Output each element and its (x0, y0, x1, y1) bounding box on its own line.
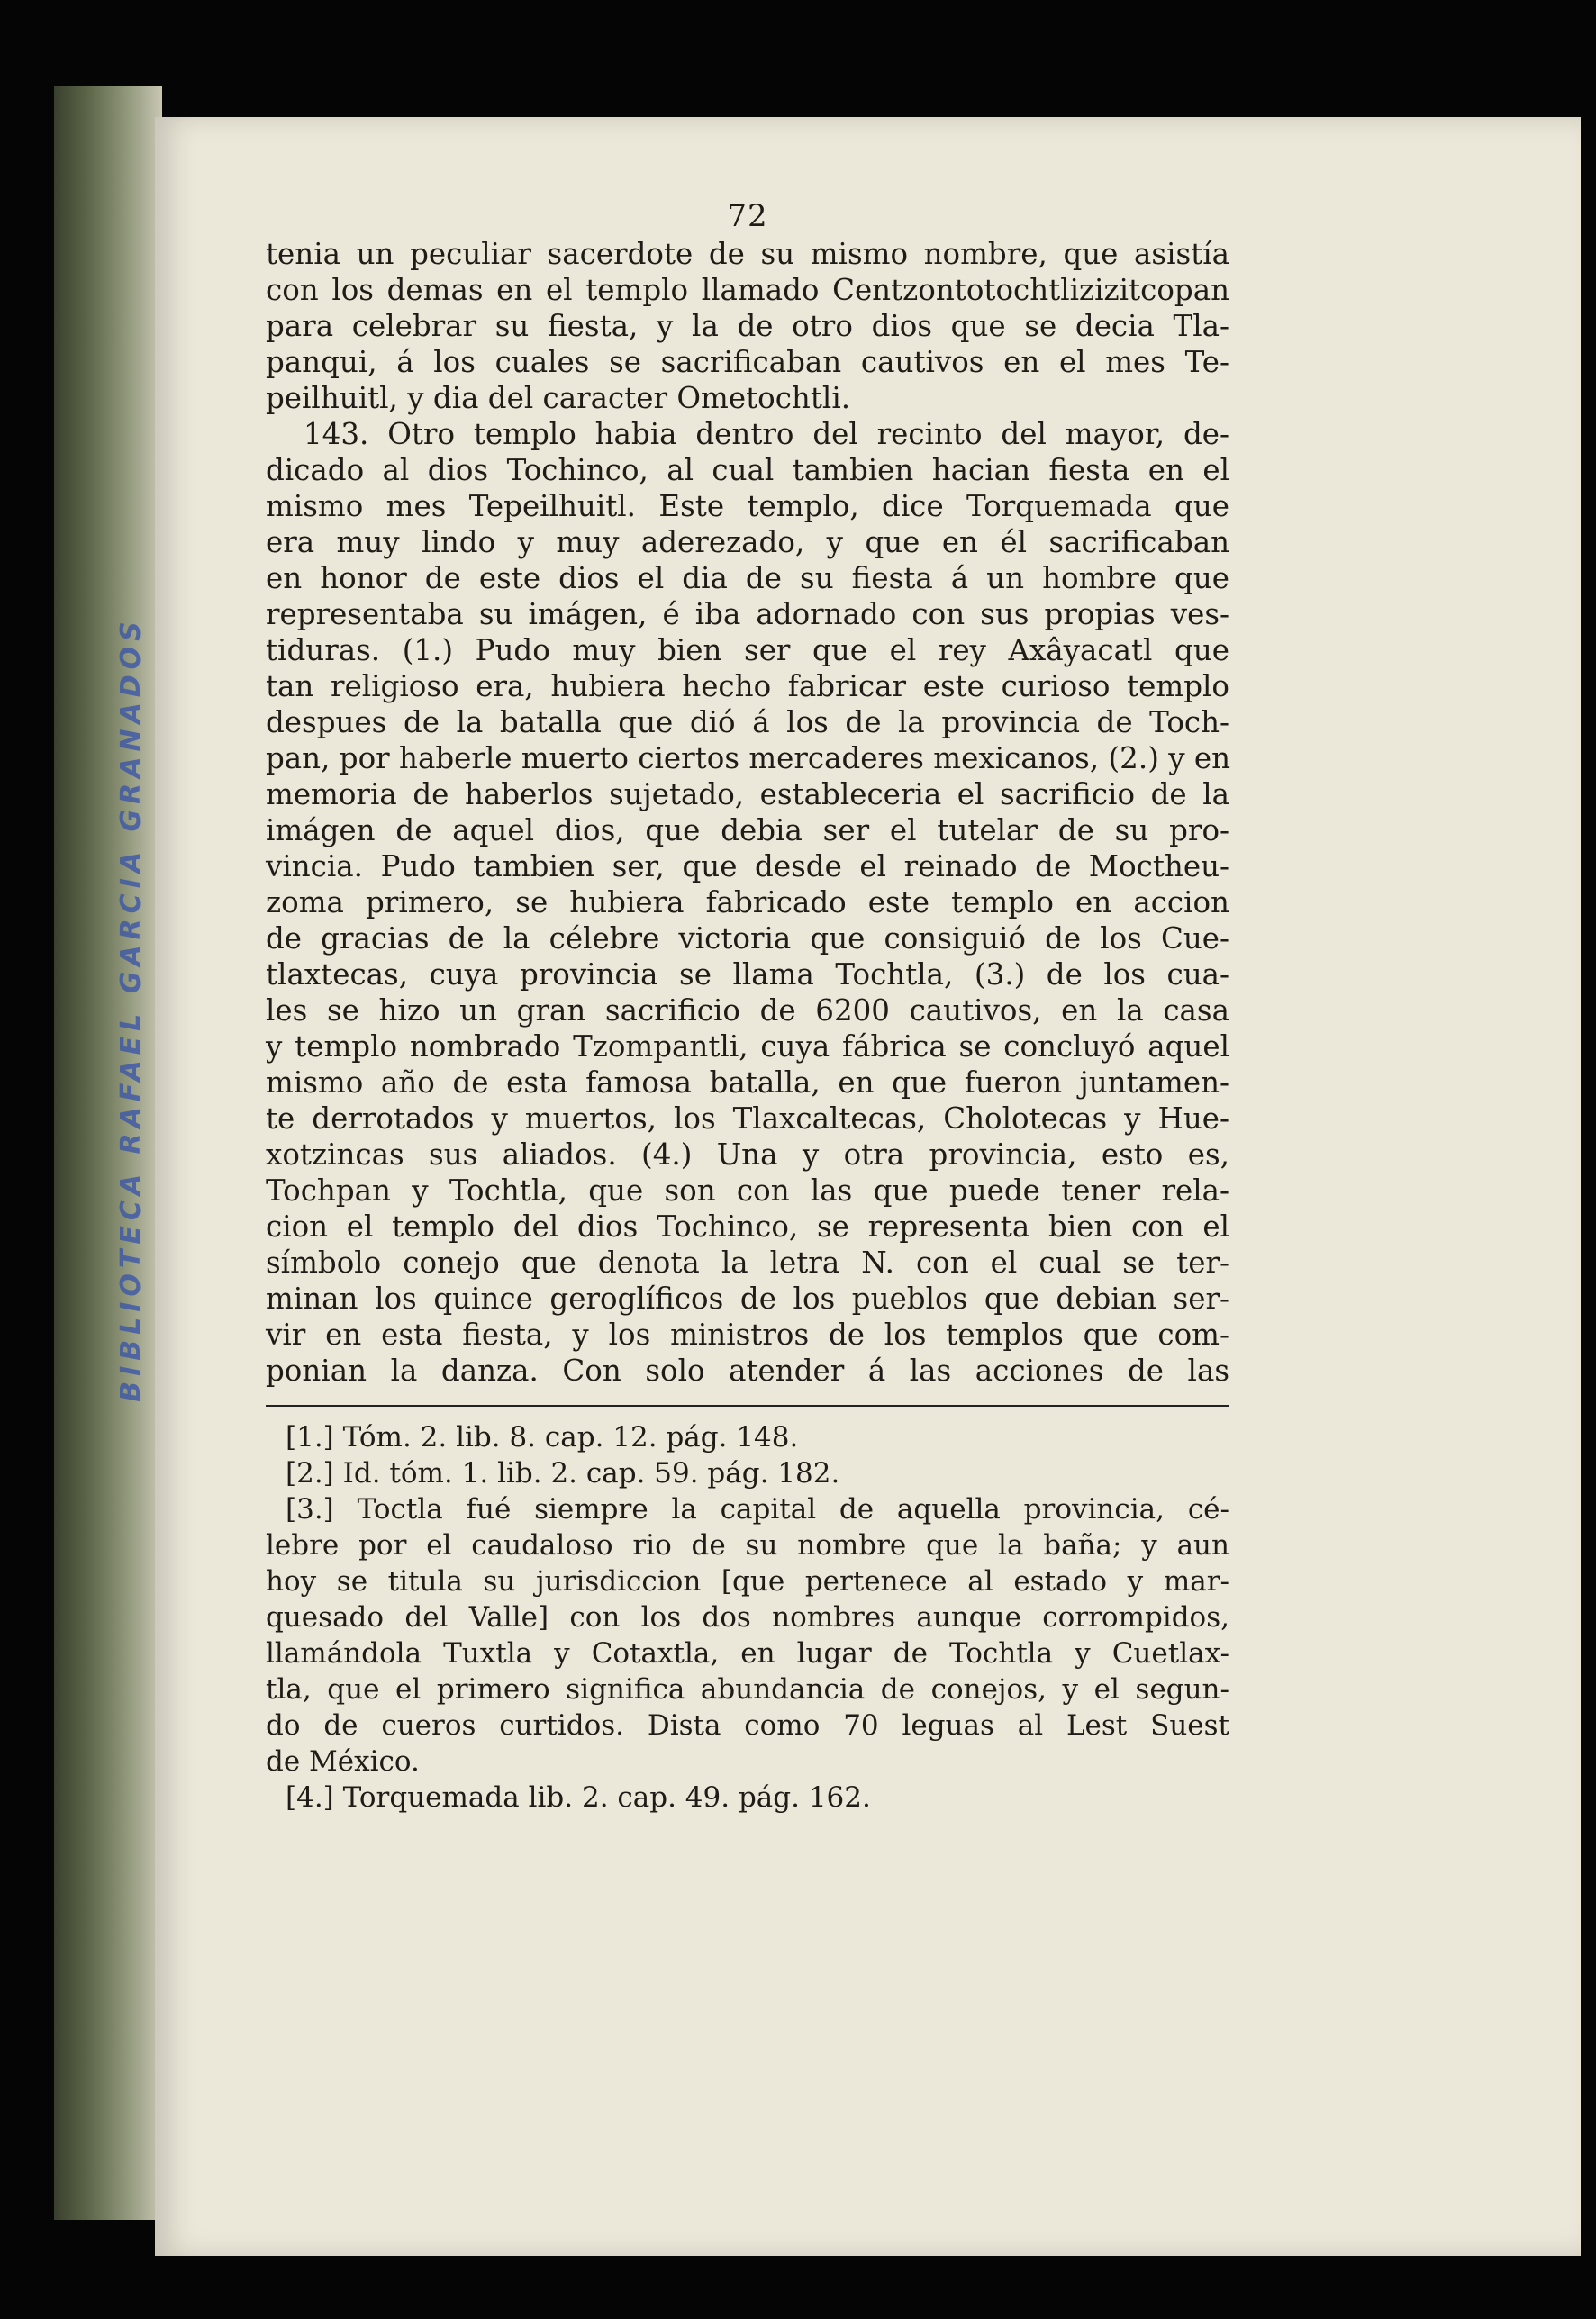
footnote-line: lebre por el caudaloso rio de su nombre que la baña; y aun (266, 1529, 1229, 1562)
footnote-line: de México. (266, 1745, 420, 1778)
footnote-line: tla, que el primero significa abundancia de conejos, y el segun- (266, 1673, 1229, 1706)
text-line: memoria de haberlos sujetado, estableceria el sacrificio de la (266, 777, 1229, 811)
footnote: [2.] Id. tóm. 1. lib. 2. cap. 59. pág. 182. (286, 1457, 840, 1490)
footnote: [3.] Toctla fué siempre la capital de aquella provincia, cé- (286, 1493, 1229, 1526)
footnote-line: quesado del Valle] con los dos nombres aunque corrompidos, (266, 1601, 1229, 1634)
library-stamp-text: BIBLIOTECA RAFAEL GARCIA GRANADOS (114, 615, 147, 1402)
text-line: era muy lindo y muy aderezado, y que en él sacrificaban (266, 525, 1229, 559)
text-line: mismo año de esta famosa batalla, en que fueron juntamen- (266, 1065, 1229, 1100)
page-number: 72 (727, 198, 768, 234)
text-line: cion el templo del dios Tochinco, se representa bien con el (266, 1209, 1229, 1244)
footnotes (266, 1419, 1229, 1816)
footnote: [4.] Torquemada lib. 2. cap. 49. pág. 162. (286, 1781, 871, 1814)
text-line: panqui, á los cuales se sacrificaban cautivos en el mes Te- (266, 345, 1229, 379)
text-line: tenia un peculiar sacerdote de su mismo nombre, que asistía (266, 237, 1229, 271)
text-line: pan, por haberle muerto ciertos mercaderes mexicanos, (2.) y en (266, 741, 1231, 775)
text-line: dicado al dios Tochinco, al cual tambien hacian fiesta en el (266, 453, 1229, 487)
text-line: para celebrar su fiesta, y la de otro dios que se decia Tla- (266, 309, 1229, 343)
text-line: representaba su imágen, é iba adornado con sus propias ves- (266, 597, 1229, 631)
footnote-line: llamándola Tuxtla y Cotaxtla, en lugar de Tochtla y Cuetlax- (266, 1637, 1229, 1670)
body-text (266, 236, 1229, 1389)
footnote: [1.] Tóm. 2. lib. 8. cap. 12. pág. 148. (286, 1421, 799, 1454)
text-line: tlaxtecas, cuya provincia se llama Tochtla, (3.) de los cua- (266, 957, 1229, 992)
text-line: peilhuitl, y dia del caracter Ometochtli. (266, 381, 851, 415)
text-line: Tochpan y Tochtla, que son con las que puede tener rela- (266, 1173, 1229, 1208)
text-line: vincia. Pudo tambien ser, que desde el reinado de Moctheu- (266, 849, 1229, 883)
text-line: tan religioso era, hubiera hecho fabricar este curioso templo (266, 669, 1229, 703)
text-line: mismo mes Tepeilhuitl. Este templo, dice Torquemada que (266, 489, 1229, 523)
text-line: imágen de aquel dios, que debia ser el tutelar de su pro- (266, 813, 1229, 847)
text-line: y templo nombrado Tzompantli, cuya fábrica se concluyó aquel (266, 1029, 1229, 1064)
text-line: 143. Otro templo habia dentro del recinto del mayor, de- (304, 417, 1229, 451)
text-line: tiduras. (1.) Pudo muy bien ser que el rey Axâyacatl que (266, 633, 1229, 667)
text-line: les se hizo un gran sacrificio de 6200 cautivos, en la casa (266, 993, 1229, 1028)
text-line: te derrotados y muertos, los Tlaxcaltecas, Cholotecas y Hue- (266, 1101, 1229, 1136)
footnote-divider (266, 1405, 1229, 1407)
text-line: símbolo conejo que denota la letra N. con el cual se ter- (266, 1246, 1229, 1280)
text-line: zoma primero, se hubiera fabricado este templo en accion (266, 885, 1229, 919)
page-content (266, 198, 1229, 1816)
text-line: en honor de este dios el dia de su fiesta á un hombre que (266, 561, 1229, 595)
text-line: con los demas en el templo llamado Centzontotochtlizizitcopan (266, 273, 1229, 307)
footnote-line: do de cueros curtidos. Dista como 70 leguas al Lest Suest (266, 1709, 1229, 1742)
text-line: xotzincas sus aliados. (4.) Una y otra provincia, esto es, (266, 1137, 1229, 1172)
text-line: de gracias de la célebre victoria que consiguió de los Cue- (266, 921, 1229, 956)
footnote-line: hoy se titula su jurisdiccion [que pertenece al estado y mar- (266, 1565, 1229, 1598)
text-line: despues de la batalla que dió á los de la provincia de Toch- (266, 705, 1229, 739)
text-line: ponian la danza. Con solo atender á las acciones de las (266, 1354, 1229, 1388)
library-stamp (113, 468, 149, 1549)
text-line: minan los quince geroglíficos de los pueblos que debian ser- (266, 1282, 1229, 1316)
text-line: vir en esta fiesta, y los ministros de los templos que com- (266, 1318, 1229, 1352)
